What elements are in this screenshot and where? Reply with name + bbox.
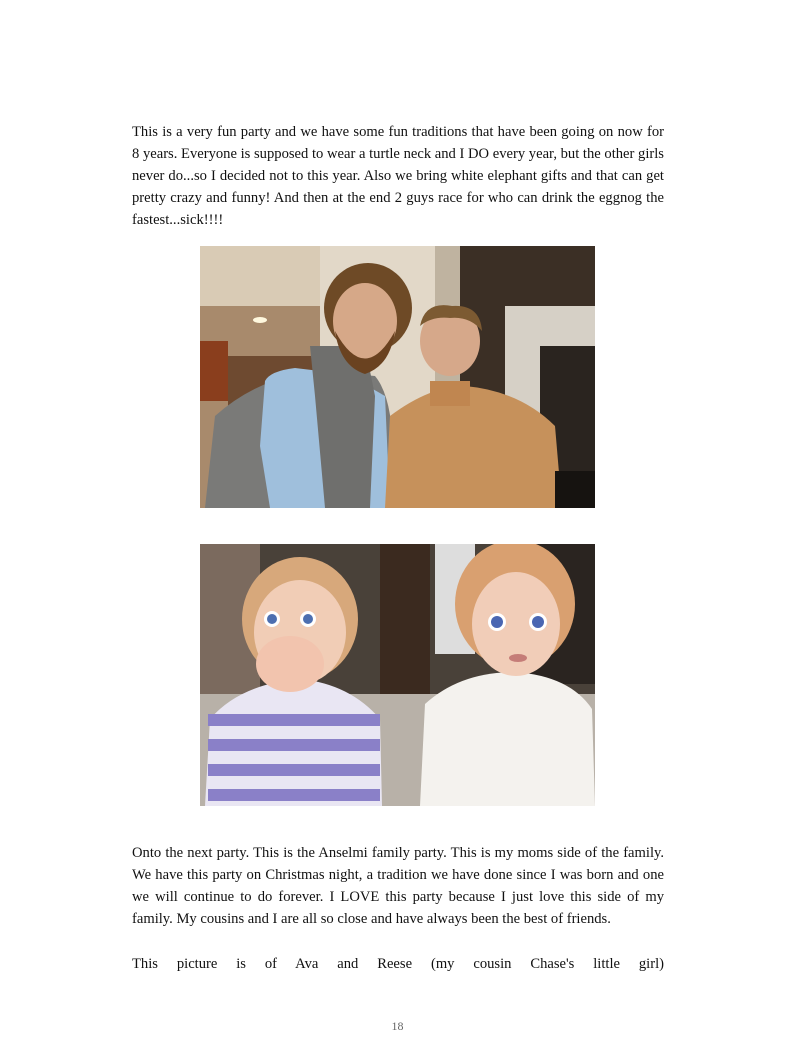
photo-two-men-turtlenecks	[200, 246, 595, 508]
paragraph-turtleneck-party: This is a very fun party and we have some fun traditions that have been going on now for 8 years. Everyone is supposed to wear a turtle neck and I DO every year, but the other girls never do...so I decided not to this year. Also we bring white elephant gifts and that can get pretty crazy and funny! And then at the end 2 guys race for who can drink the eggnog the fastest...sick!!!!	[132, 124, 664, 228]
page-number: 18	[391, 1019, 404, 1033]
paragraph-anselmi-party: Onto the next party. This is the Anselmi family party. This is my moms side of the family. We have this party on Christmas night, a tradition we have done since I was born and one we will continue to do forever. I LOVE this party because I just love this side of my family. My cousins and I are all so close and have always been the best of friends.	[132, 845, 664, 927]
photo-ava-and-reese	[200, 544, 595, 806]
paragraph-photo-caption: This picture is of Ava and Reese (my cousin Chase's little girl)	[132, 956, 664, 972]
